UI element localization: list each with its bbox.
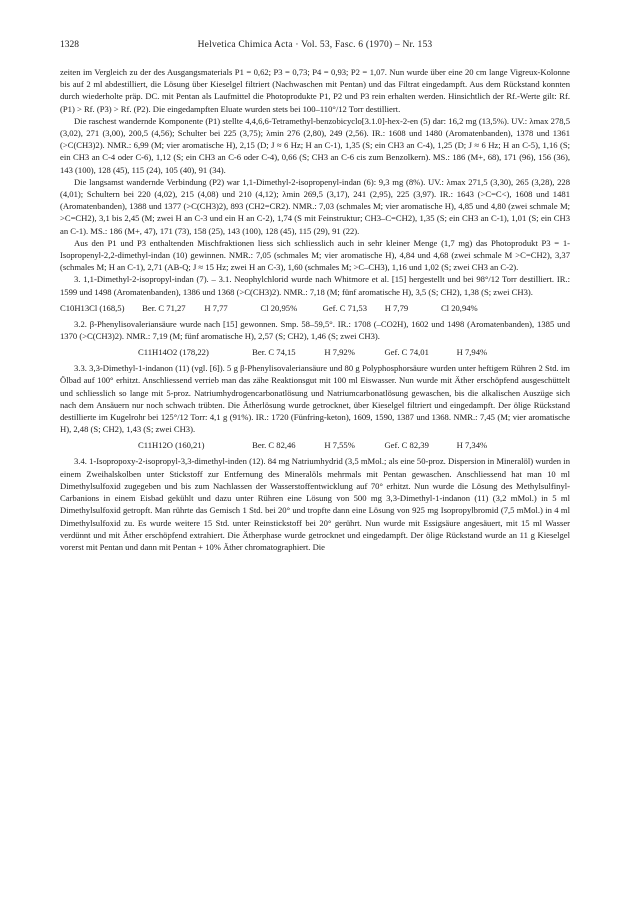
section-3-3: 3.3. 3,3-Dimethyl-1-indanon (11) (vgl. [6]). 5 g β-Phenylisovaleriansäure und 80 g Polyphosphorsäure wurden unter heftigem Rühren 2 Std. im Ölbad auf 100° erhitzt. Anschliessend verrieb man das zähe Reaktionsgut mit 100 ml Eiswasser. Nun wurde mit Äther erschöpfend ausgeschüttelt und schliesslich so lange mit 5-proz. Natriumhydrogencarbonatlösung und Natriumcarbonatlösung gewaschen, bis die alkalischen Auszüge sich nach dem Ansäuern nur noch schwach trübten. Die Ätherlösung wurde getrocknet, über Kieselgel filtriert und eingedampft. Der ölige Rückstand destillierte im Kugelrohr bei 125°/12 Torr: 4,1 g (91%). IR.: 1720 (Fünfring-keton), 1609, 1590, 1387 und 1368. NMR.: 7,45 (M; vier aromatische H), 2,48 (S; CH2), 1,43 (S; zwei CH3). [60, 363, 570, 435]
elemental-analysis-1 [60, 301, 570, 315]
gef-h: H 7,94% [456, 347, 488, 358]
paragraph-p2: Die langsamst wandernde Verbindung (P2) war 1,1-Dimethyl-2-isopropenyl-indan (6): 9,3 mg (8%). UV.: λmax 271,5 (3,30), 265 (3,28), 228 (4,01); Schultern bei 220 (4,02), 215 (4,08) und 210 (4,12); λmin 269,5 (3,17), 241 (2,95), 225 (3,97). IR.: 1643 (>C=C<), 1608 und 1481 (Aromatenbanden), 1388 und 1377 (>C(CH3)2), 893 (CH2=CR2). NMR.: 7,03 (schmales M; vier aromatische H), 4,85 und 4,80 (zwei schmale M; >C=CH2), 3,1 bis 2,45 (M; zwei H an C-3 und ein H an C-2), 1,74 (S mit Feinstruktur; CH3–C=CH2), 1,35 (S; ein CH3 an C-1), 1,01 (S; ein CH3 an C-1). MS.: 186 (M+, 47), 171 (73), 158 (25), 143 (100), 128 (45), 115 (29), 91 (22). [60, 176, 570, 236]
gef-c: Gef. C 74,01 [384, 347, 429, 358]
ber-c: Ber. C 82,46 [252, 440, 296, 451]
elemental-analysis-3 [60, 438, 570, 452]
running-title: Helvetica Chimica Acta · Vol. 53, Fasc. 6 (1970) – Nr. 153 [197, 40, 433, 50]
ber-c: Ber. C 74,15 [252, 347, 296, 358]
gef-h: H 7,34% [456, 440, 488, 451]
formula-c11h14o2: C11H14O2 (178,22) [138, 347, 209, 358]
journal-page [60, 40, 570, 553]
page-number: 1328 [60, 40, 79, 50]
ber-cl: Cl 20,95% [260, 302, 298, 313]
ber-c: Ber. C 71,27 [142, 302, 186, 313]
gef-c: Gef. C 82,39 [384, 440, 429, 451]
gef-cl: Cl 20,94% [440, 302, 478, 313]
section-3-4: 3.4. 1-Isopropoxy-2-isopropyl-3,3-dimethyl-inden (12). 84 mg Natriumhydrid (3,5 mMol.; als eine 50-proz. Dispersion in Mineralöl) wurden in einem Zweihalskolben unter Stickstoff zur Entfernung des Mineralöls mehrmals mit Pentan gewaschen. Anschliessend hat man 10 ml Dimethylsulfoxid zugegeben und bis zum Nachlassen der Wasserstoffentwicklung auf 70° erhitzt. Nun wurde die Lösung des Methylsulfinyl-Carbanions in einem Eisbad gekühlt und dazu unter Rühren eine Lösung von 500 mg 3,3-Dimethyl-1-indanon (11) (3,2 mMol.) in 5 ml Dimethylsulfoxid getropft. Man rührte das Gemisch 1 Std. bei 20° und tropfte dann eine Lösung von 925 mg Isopropylbromid (7,5 mMol.) in 4 ml Dimethylsulfoxid zu. Es wurde weitere 15 Std. unter Reinstickstoff bei 20° gerührt. Nun wurde mit Essigsäure angesäuert, mit 15 ml Wasser verdünnt und mit Äther erschöpfend extrahiert. Die Ätherphase wurde getrocknet und eingedampft. Der ölige Rückstand wurde an 11 g Kieselgel vorerst mit Pentan und dann mit Pentan + 10% Äther chromatographiert. Die [60, 456, 570, 552]
paragraph-retention: zeiten im Vergleich zu der des Ausgangsmaterials P1 = 0,62; P3 = 0,73; P4 = 0,93; P2 = 1,07. Nun wurde über eine 20 cm lange Vigreux-Kolonne bis auf 2 ml abdestilliert, die Lösung über Kieselgel filtriert (Nachwaschen mit Pentan) und das Filtrat eingedampft. Aus dem Rückstand konnten durch wiederholte präp. DC. mit Pentan als Laufmittel die Photoprodukte P1, P2 und P3 rein erhalten werden. Hinsichtlich der Rf.-Werte gilt: Rf. (P1) > Rf. (P3) > Rf. (P2). Die eingedampften Eluate wurden stets bei 100–110°/12 Torr destilliert. [60, 67, 570, 114]
paragraph-p3: Aus den P1 und P3 enthaltenden Mischfraktionen liess sich schliesslich auch in sehr kleiner Menge (1,7 mg) das Photoprodukt P3 = 1-Isopropenyl-2,2-dimethyl-indan (10) gewinnen. NMR.: 7,05 (schmales M; vier aromatische H), 4,84 und 4,68 (zwei schmale M >C=CH2), 3,37 (schmales M; H an C-1), 2,71 (AB-Q; J ≈ 15 Hz; zwei H an C-3), 1,60 (schmales M; >C–CH3), 1,16 und 1,02 (S; zwei CH3 an C-2). [60, 237, 570, 273]
paragraph-p1: Die raschest wandernde Komponente (P1) stellte 4,4,6,6-Tetramethyl-benzobicyclo[3.1.0]-hex-2-en (5) dar: 16,2 mg (13,5%). UV.: λmax 278,5 (3,02), 271 (3,00), 200,5 (4,56); Schulter bei 225 (3,75); λmin 276 (2,80), 249 (2,56). IR.: 1608 und 1480 (Aromatenbanden), 1378 und 1361 (>C(CH3)2). NMR.: 6,99 (M; vier aromatische H), 2,15 (D; J ≈ 6 Hz; H an C-1), 1,35 (S; ein CH3 an C-4), 1,25 (D; J ≈ 6 Hz; H an C-5), 1,16 (S; ein CH3 an C-4 oder C-6), 1,12 (S; ein CH3 an C-6 oder C-4), 0,66 (S; CH3 an C-6 cis zum Benzolkern). MS.: 186 (M+, 68), 171 (96), 156 (36), 143 (100), 128 (45), 115 (24), 105 (40), 91 (34). [60, 115, 570, 175]
gef-c: Gef. C 71,53 [322, 302, 368, 313]
section-3-1: 3. 1,1-Dimethyl-2-isopropyl-indan (7). – 3.1. Neophylchlorid wurde nach Whitmore et al. [15] hergestellt und bei 98°/12 Torr destilliert. IR.: 1599 und 1498 (Aromatenbanden), 1386 und 1368 (>C(CH3)2). NMR.: 7,18 (M; fünf aromatische H), 3,5 (S; CH2), 1,38 (S; zwei CH3). [60, 274, 570, 297]
page-header [60, 40, 570, 56]
gef-h: H 7,79 [384, 302, 409, 313]
ber-h: H 7,92% [324, 347, 355, 358]
ber-h: H 7,55% [324, 440, 355, 451]
formula-c11h12o: C11H12O (160,21) [138, 440, 205, 451]
ber-h: H 7,77 [204, 302, 228, 313]
formula-c10h13cl: C10H13Cl (168,5) [60, 302, 125, 313]
section-3-2: 3.2. β-Phenylisovaleriansäure wurde nach [15] gewonnen. Smp. 58–59,5°. IR.: 1708 (–CO2H), 1602 und 1498 (Aromatenbanden), 1385 und 1370 (>C(CH3)2). NMR.: 7,19 (M; fünf aromatische H), 2,57 (S; CH2), 1,46 (S; zwei CH3). [60, 318, 570, 342]
elemental-analysis-2 [60, 345, 570, 359]
